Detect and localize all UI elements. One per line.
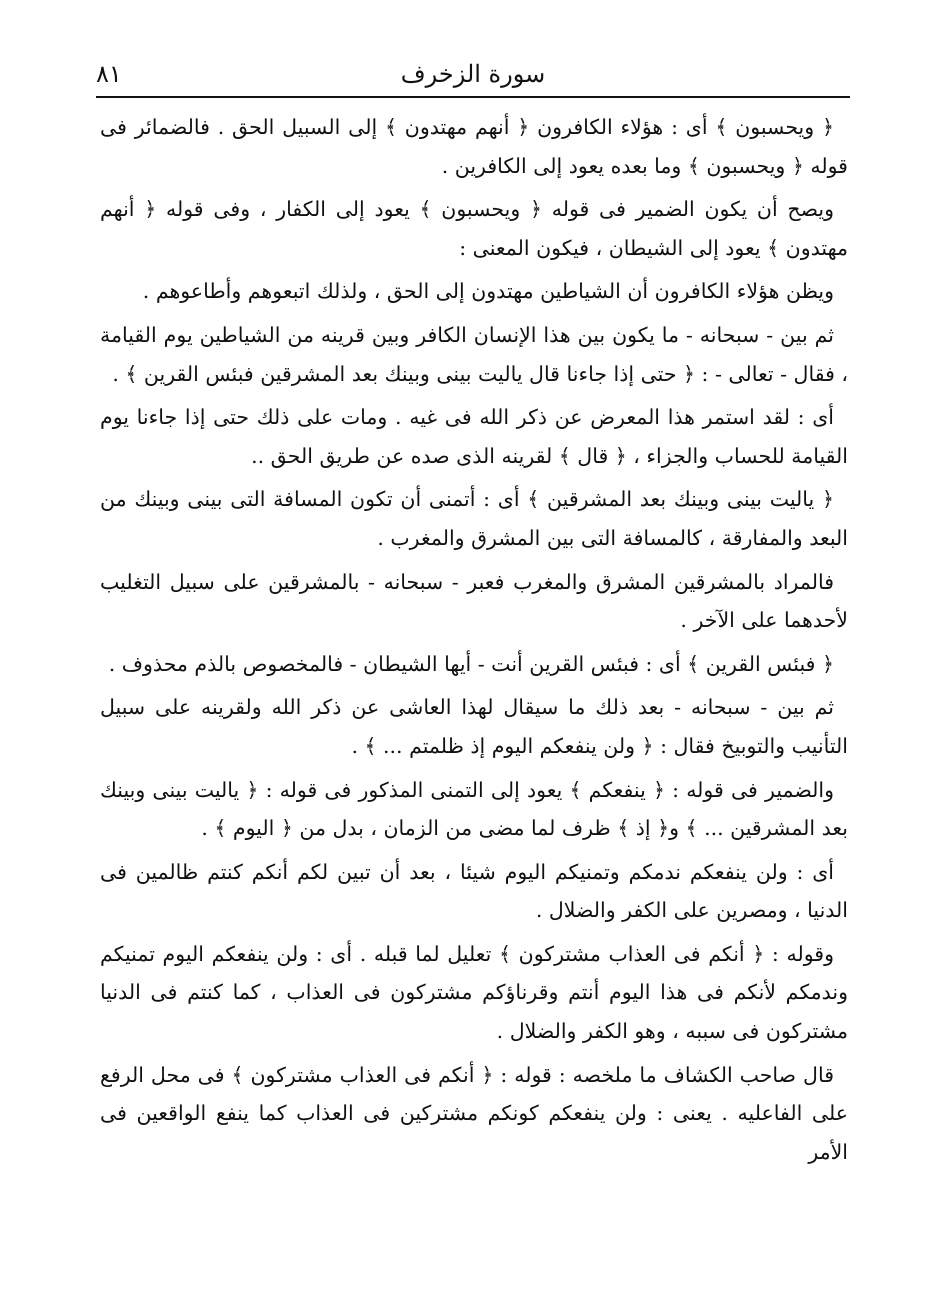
- paragraph: فالمراد بالمشرقين المشرق والمغرب فعبر - سبحانه - بالمشرقين على سبيل التغليب لأحدهما على الآخر .: [100, 569, 848, 633]
- paragraph: ثم بين - سبحانه - بعد ذلك ما سيقال لهذا العاشى عن ذكر الله ولقرينه على سبيل التأنيب والتوبيخ فقال : ﴿ ولن ينفعكم اليوم إذ ظلمتم ... ﴾ .: [100, 695, 848, 758]
- header-rule: [96, 96, 850, 98]
- paragraph: أى : لقد استمر هذا المعرض عن ذكر الله فى غيه . ومات على ذلك حتى إذا جاءنا يوم القيامة للحساب والجزاء ، ﴿ قال ﴾ لقرينه الذى صده عن طريق الحق ..: [100, 405, 848, 468]
- paragraph: والضمير فى قوله : ﴿ ينفعكم ﴾ يعود إلى التمنى المذكور فى قوله : ﴿ ياليت بينى وبينك بعد المشرقين ... ﴾ و﴿ إذ ﴾ ظرف لما مضى من الزمان ، بدل من ﴿ اليوم ﴾ .: [100, 777, 848, 841]
- paragraph: أى : ولن ينفعكم ندمكم وتمنيكم اليوم شيئا ، بعد أن تبين لكم أنكم كنتم ظالمين فى الدنيا ، ومصرين على الكفر والضلال .: [100, 859, 848, 923]
- paragraph: ﴿ ياليت بينى وبينك بعد المشرقين ﴾ أى : أتمنى أن تكون المسافة التى بينى وبينك من البعد والمفارقة ، كالمسافة التى بين المشرق والمغرب .: [100, 487, 848, 550]
- paragraph: ويظن هؤلاء الكافرون أن الشياطين مهتدون إلى الحق ، ولذلك اتبعوهم وأطاعوهم .: [142, 279, 834, 304]
- paragraph: وقوله : ﴿ أنكم فى العذاب مشتركون ﴾ تعليل لما قبله . أى : ولن ينفعكم اليوم تمنيكم وندمكم لأنكم فى هذا اليوم أنتم وقرناؤكم مشتركون فى العذاب ، كما كنتم فى الدنيا مشتركون فى سببه ، وهو الكفر والضلال .: [100, 941, 848, 1044]
- page-header: [96, 56, 850, 96]
- page-number: ٨١: [96, 60, 122, 88]
- paragraph: ﴿ ويحسبون ﴾ أى : هؤلاء الكافرون ﴿ أنهم مهتدون ﴾ إلى السبيل الحق . فالضمائر فى قوله ﴿ ويحسبون ﴾ وما بعده يعود إلى الكافرين .: [100, 115, 848, 178]
- surah-title: سورة الزخرف: [400, 60, 546, 88]
- paragraph: ﴿ فبئس القرين ﴾ أى : فبئس القرين أنت - أيها الشيطان - فالمخصوص بالذم محذوف .: [108, 651, 834, 676]
- page-body: [100, 108, 848, 1176]
- paragraph: ويصح أن يكون الضمير فى قوله ﴿ ويحسبون ﴾ يعود إلى الكفار ، وفى قوله ﴿ أنهم مهتدون ﴾ يعود إلى الشيطان ، فيكون المعنى :: [100, 197, 848, 260]
- paragraph: ثم بين - سبحانه - ما يكون بين هذا الإنسان الكافر وبين قرينه من الشياطين يوم القيامة ، فقال - تعالى - : ﴿ حتى إذا جاءنا قال ياليت بينى وبينك بعد المشرقين فبئس القرين ﴾ .: [100, 322, 848, 386]
- paragraph: قال صاحب الكشاف ما ملخصه : قوله : ﴿ أنكم فى العذاب مشتركون ﴾ فى محل الرفع على الفاعليه . يعنى : ولن ينفعكم كونكم مشتركين فى العذاب كما ينفع الواقعين فى الأمر: [100, 1062, 848, 1164]
